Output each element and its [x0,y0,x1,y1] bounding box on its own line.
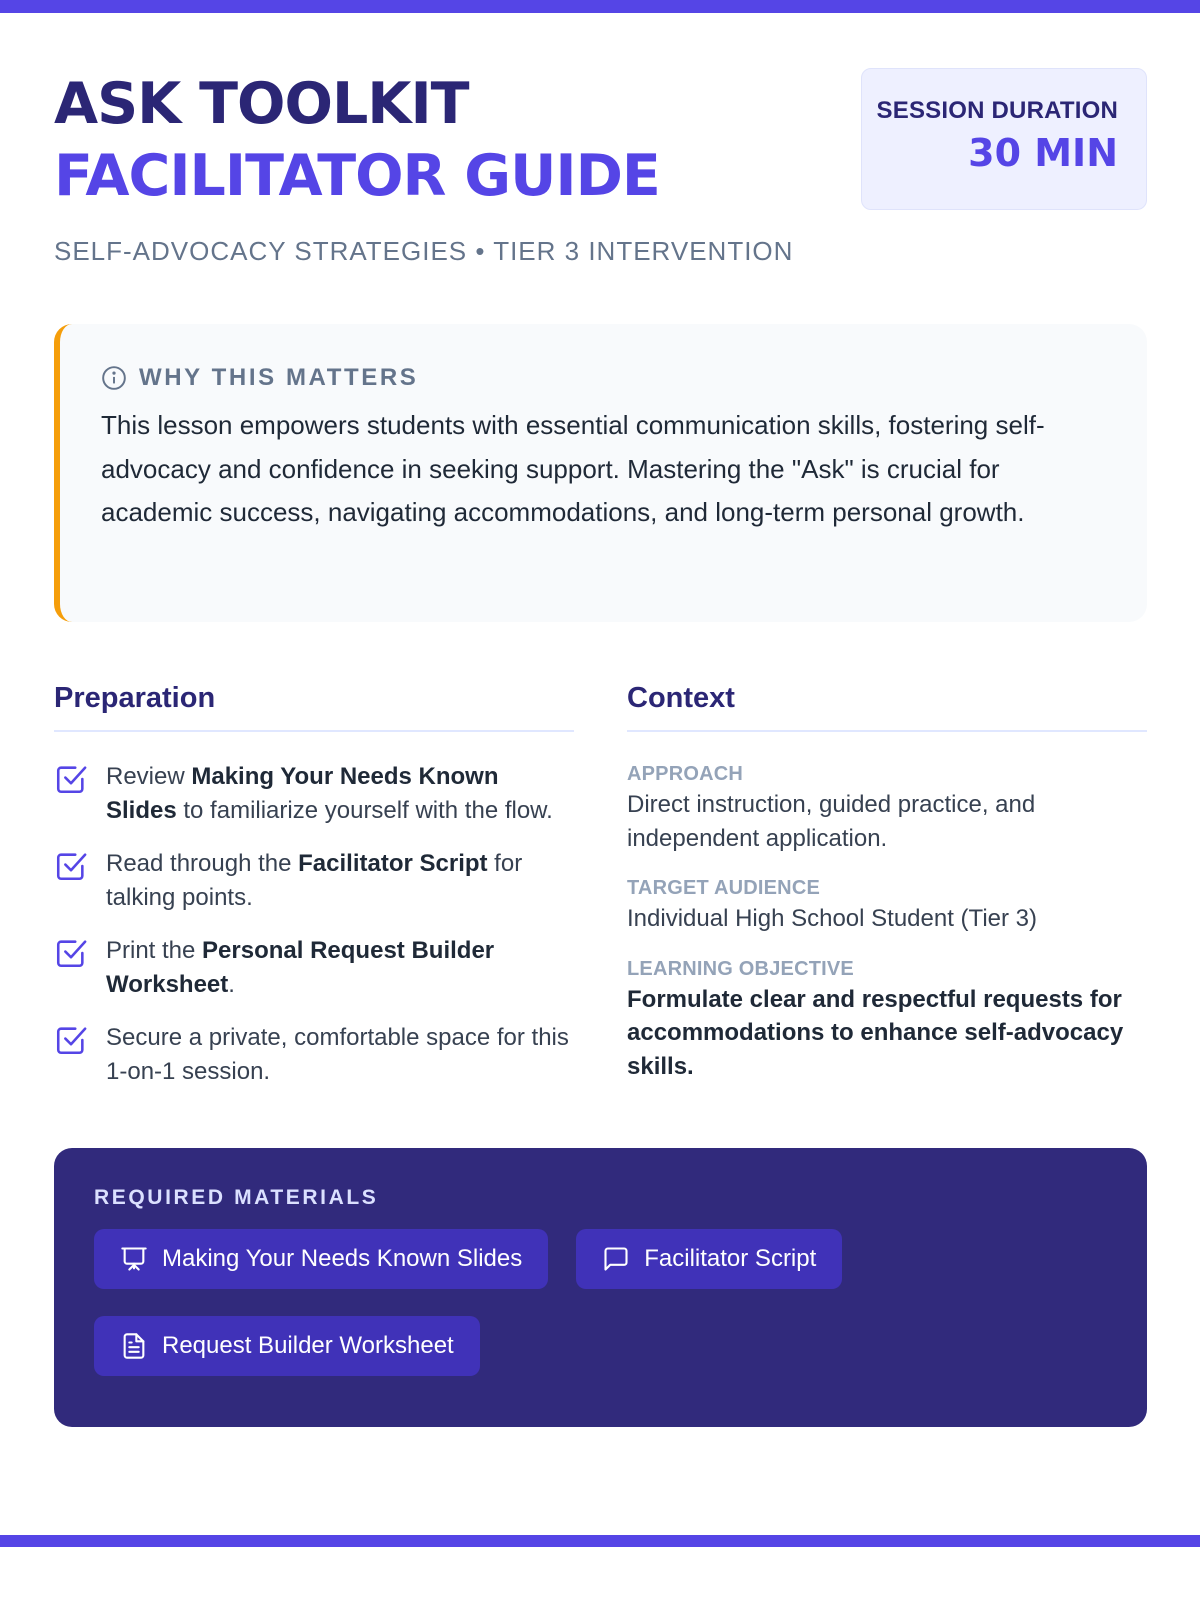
page-title-secondary: FACILITATOR GUIDE [54,143,660,209]
materials-title: REQUIRED MATERIALS [94,1186,379,1209]
checkbox-checked-icon [54,1023,88,1057]
checklist-item-text: Review Making Your Needs Known Slides to familiarize yourself with the flow. [106,763,553,824]
audience-block [627,876,1147,936]
audience-label: TARGET AUDIENCE [627,877,820,899]
approach-block [627,762,1147,855]
callout-text: This lesson empowers students with essential communication skills, fostering self-advocacy and confidence in seeking support. Mastering the "Ask" is crucial for academic success, navigating accommodations, and long-term personal growth. [101,410,1045,527]
chip-label: Facilitator Script [644,1245,817,1272]
message-icon [602,1245,630,1273]
preparation-checklist [54,760,574,1108]
slides-material-chip[interactable] [94,1229,548,1289]
page-subtitle: SELF-ADVOCACY STRATEGIES • TIER 3 INTERVENTION [54,236,794,266]
objective-block [627,957,1147,1084]
worksheet-material-chip[interactable] [94,1316,480,1376]
bottom-accent-bar [0,1535,1200,1547]
required-materials-panel [54,1148,1147,1427]
objective-value: Formulate clear and respectful requests for accommodations to enhance self-advocacy skills. [627,985,1124,1080]
checkbox-checked-icon [54,849,88,883]
script-material-chip[interactable] [576,1229,842,1289]
session-duration-card [861,68,1147,210]
approach-label: APPROACH [627,763,744,785]
checkbox-checked-icon [54,762,88,796]
checkbox-checked-icon [54,936,88,970]
document-icon [120,1332,148,1360]
callout-header [101,364,1107,392]
checklist-item [54,760,574,827]
top-accent-bar [0,0,1200,13]
context-details [627,762,1147,1104]
checklist-item-text: Print the Personal Request Builder Worksheet. [106,937,495,998]
approach-value: Direct instruction, guided practice, and independent application. [627,791,1036,852]
checklist-item [54,1021,574,1088]
checklist-item [54,934,574,1001]
why-this-matters-callout [54,324,1147,622]
page-title: ASK TOOLKIT [54,71,469,137]
callout-title: WHY THIS MATTERS [139,364,419,391]
chip-label: Request Builder Worksheet [162,1332,454,1359]
info-icon [101,365,127,391]
context-divider [627,730,1147,732]
objective-label: LEARNING OBJECTIVE [627,957,854,980]
context-heading: Context [627,682,735,714]
materials-list [94,1229,1094,1376]
page-header [54,70,854,267]
audience-value: Individual High School Student (Tier 3) [627,905,1037,932]
duration-label: SESSION DURATION [876,97,1118,124]
preparation-heading: Preparation [54,682,216,714]
presentation-icon [120,1245,148,1273]
checklist-item-text: Read through the Facilitator Script for talking points. [106,850,523,911]
checklist-item-text: Secure a private, comfortable space for this 1-on-1 session. [106,1024,569,1085]
preparation-divider [54,730,574,732]
checklist-item [54,847,574,914]
chip-label: Making Your Needs Known Slides [162,1245,523,1272]
duration-value: 30 MIN [968,131,1118,175]
